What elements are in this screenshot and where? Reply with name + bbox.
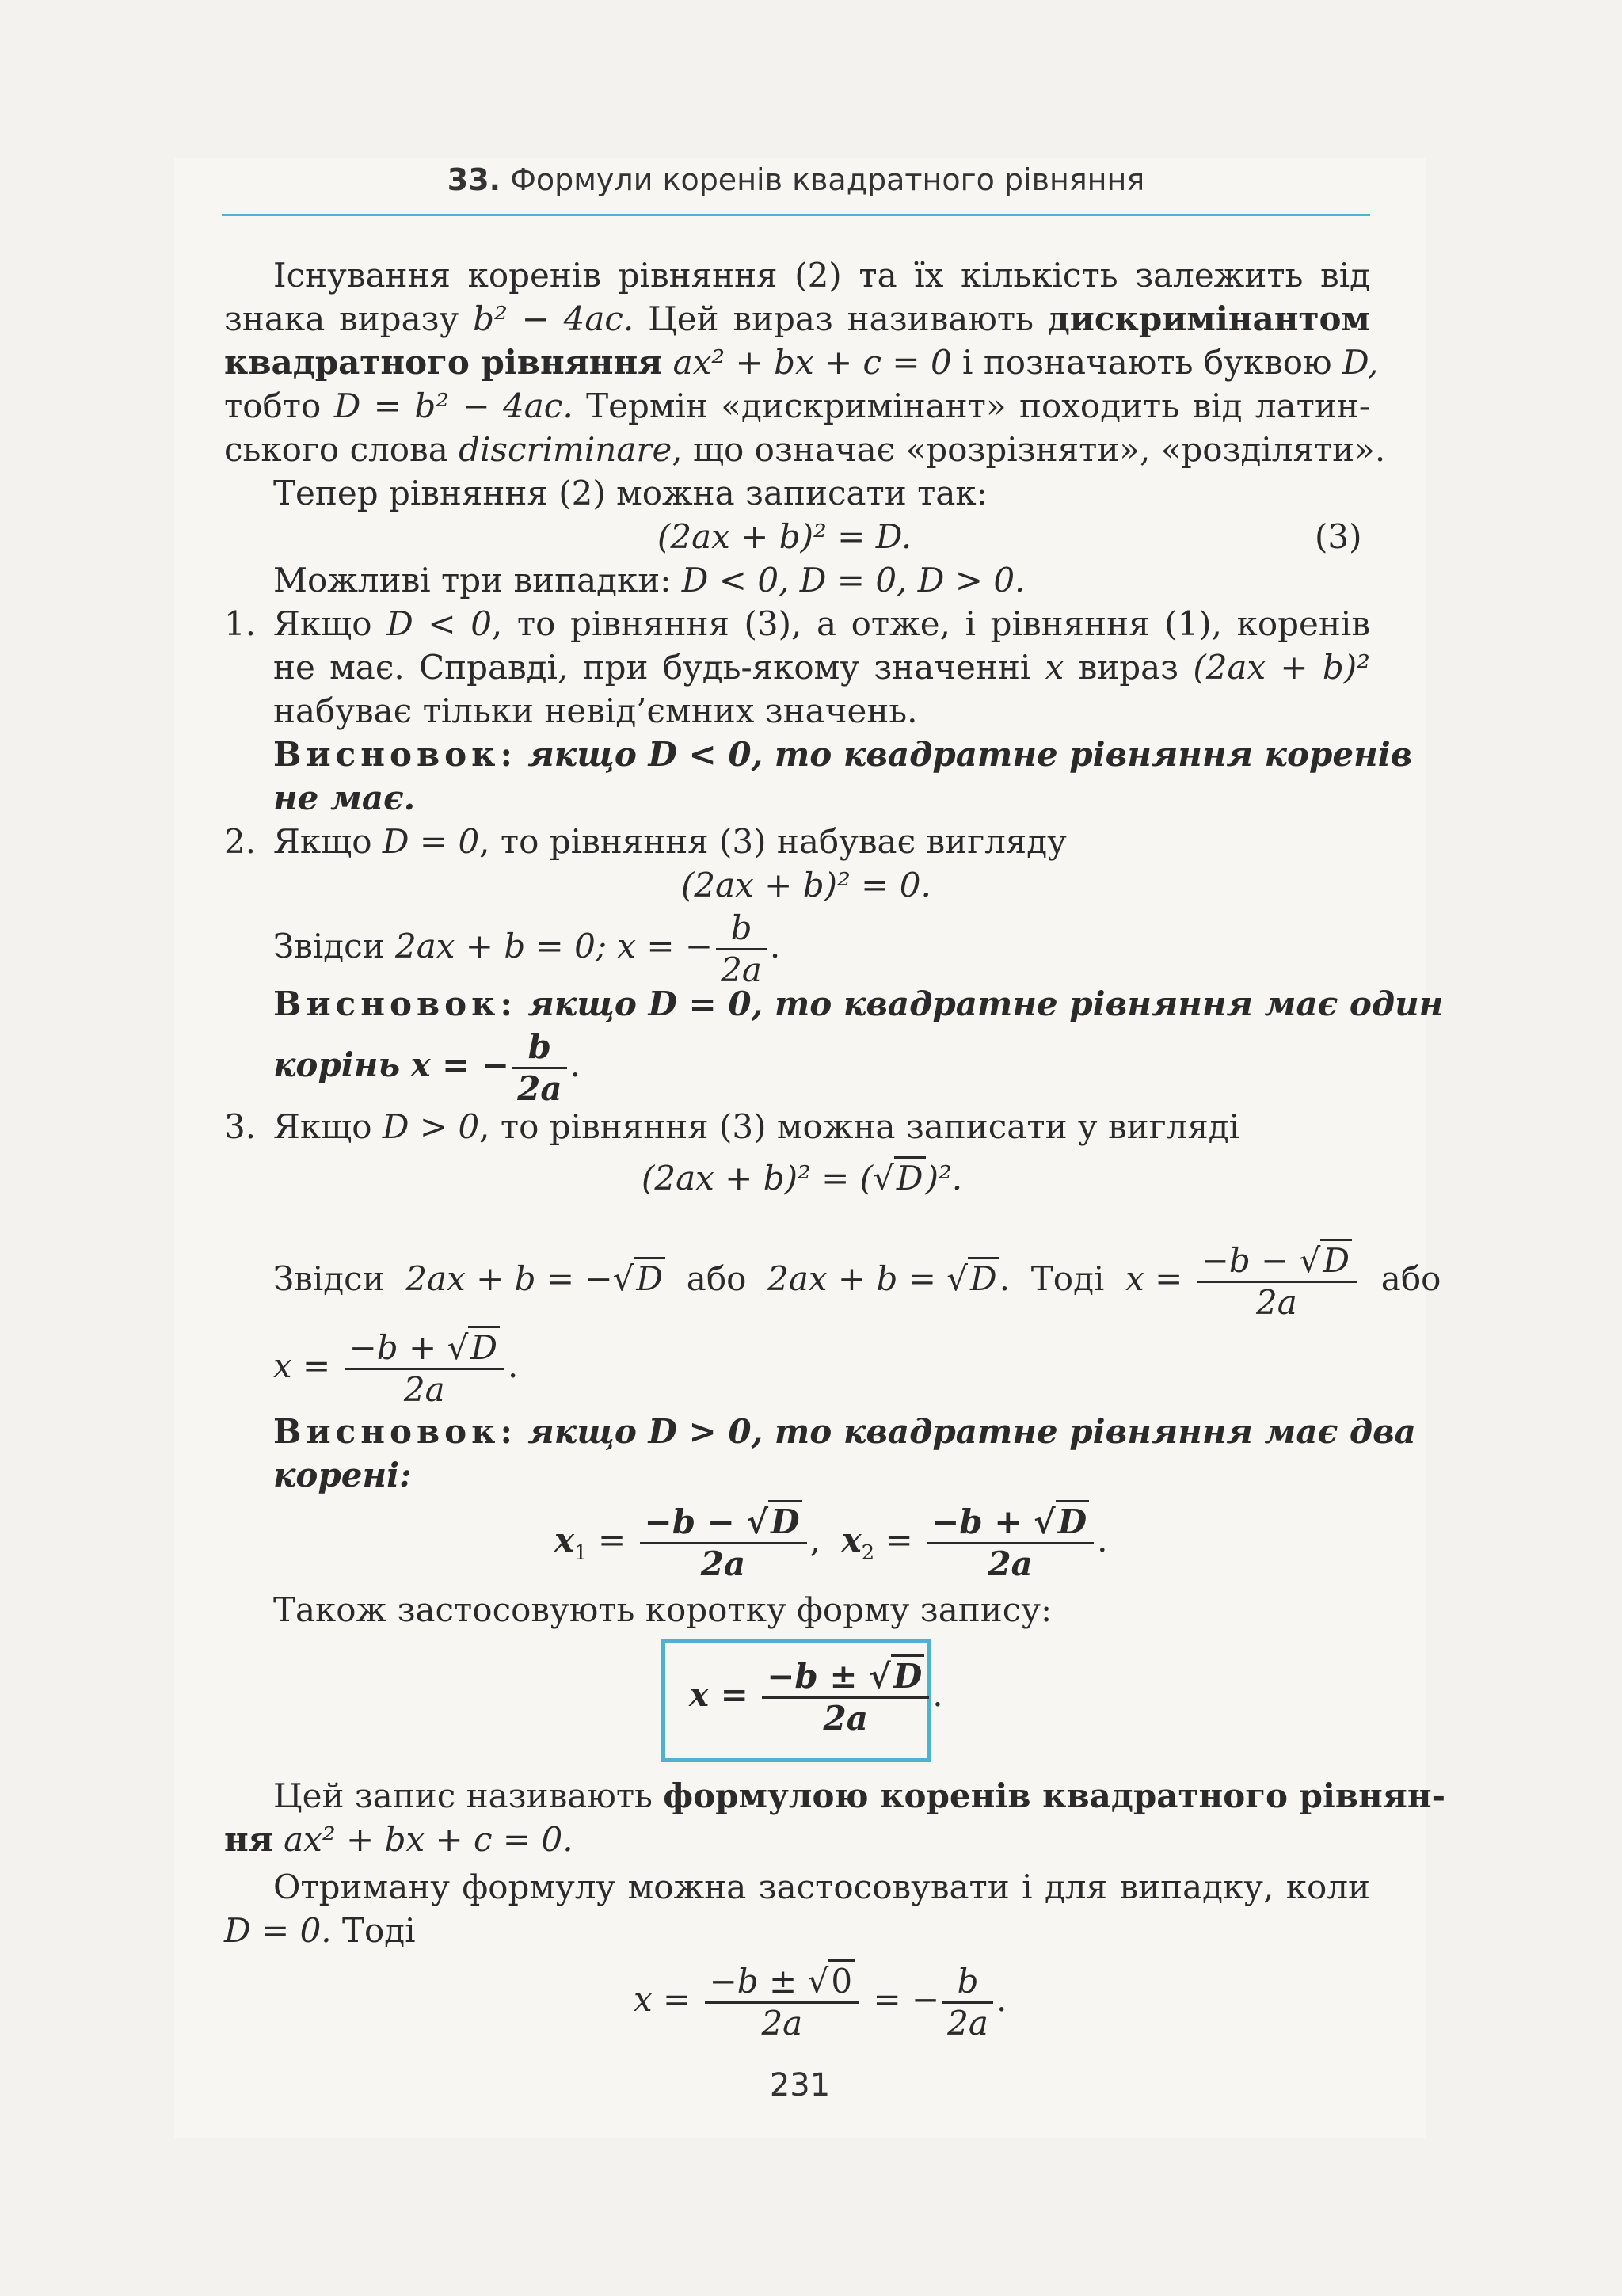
radicand: D [891,1654,924,1696]
formula: D = 0. [224,1911,332,1950]
denominator: 2a [761,2003,803,2043]
formula: x = [1125,1259,1183,1298]
fraction [512,1027,566,1109]
conclusion-text: корінь [273,1045,401,1084]
para2 [273,471,988,516]
sqrt: √D [1034,1502,1089,1542]
list-number: 1. [224,604,257,643]
text: тобто [224,386,322,425]
denominator: 2a [1255,1282,1297,1322]
formula: x = [273,1346,331,1385]
text: Якщо [273,822,372,861]
radicand: D [634,1257,665,1298]
list-number: 3. [224,1107,257,1146]
page-number: 231 [769,2067,831,2104]
text: Звідси [273,927,385,965]
conclusion-text: якщо D = 0, то квадратне рівняння має один [527,984,1444,1023]
text: і позначають буквою [962,343,1332,382]
text: Звідси [273,1259,385,1298]
denominator: 2a [517,1068,562,1108]
formula: )². [925,1159,963,1197]
sqrt: √D [873,1156,925,1201]
formula: −b + [931,1502,1034,1541]
case3-line4: x = $\frac{-b + √D}{2a}$ . [273,1323,518,1410]
text: або [1380,1259,1441,1298]
para4 [273,1588,1052,1632]
case1-line1 [273,602,1370,646]
general-formula: x = $\frac{-b \pm √D}{2a}$ . [689,1651,943,1738]
case1-number [224,602,256,646]
header-rule [222,214,1370,216]
denominator: 2a [947,2003,988,2043]
sqrt: √D [613,1236,665,1323]
conclusion-text: корені: [273,1456,412,1494]
para3 [273,558,1025,603]
numerator: b [716,908,767,950]
section-number: 33. [447,162,501,197]
denominator: 2a [721,950,762,989]
formula: 2ax + b = − [406,1259,613,1298]
fraction [345,1328,504,1410]
case2-line1 [273,820,1067,864]
numerator [1197,1241,1357,1283]
fraction [716,908,767,990]
denominator: 2a [823,1698,868,1738]
formula: (2ax + b)² [1193,648,1371,687]
case1-line3 [273,689,918,733]
equation-3-label [1315,515,1362,559]
conclusion-label: Висновок: [273,984,518,1023]
denominator: 2a [988,1544,1033,1583]
section-title: Формули коренів квадратного рівняння [510,162,1145,197]
fraction [927,1502,1094,1584]
latin-word: discriminare [459,430,672,469]
case2-line3: Звідси 2ax + b = 0; x = − $\frac{b}{2a}$ . [273,908,781,989]
formula: (2ax + b)² = D. [657,517,912,556]
term-bold: квадратного рівняння [224,343,663,382]
case3-line1 [273,1105,1239,1149]
radicand: D [1056,1500,1089,1541]
term-bold: ня [224,1820,273,1859]
subscript: 1 [574,1541,588,1565]
equation-3 [657,515,912,559]
formula: ax² + bx + c = 0 [672,343,952,382]
formula: D < 0, D = 0, D > 0. [681,561,1026,600]
para6-line1 [273,1865,1370,1910]
formula: D < 0 [386,604,492,643]
conclusion-label: Висновок: [273,1412,518,1451]
case1-conclusion-line2 [273,776,415,821]
formula: x = [634,1980,691,2019]
text: набуває тільки невід’ємних значень. [273,691,918,730]
radicand: D [968,1257,999,1298]
text: Якщо [273,604,372,643]
formula: ax² + bx + c = 0. [284,1820,573,1859]
subscript: 2 [861,1541,875,1565]
text: Тоді [342,1911,416,1950]
formula: −b ± [709,1961,808,2001]
conclusion-text: не має. [273,779,416,817]
text: , то рівняння (3) можна записати у вигляді [479,1107,1240,1146]
fraction [942,1962,993,2043]
formula: x = [689,1675,748,1714]
para6-line2 [224,1909,416,1953]
sqrt: √D [869,1657,924,1696]
text: Тоді [1030,1259,1105,1298]
sqrt: √D [747,1502,802,1542]
sqrt: √D [946,1236,999,1323]
formula: −b − [1201,1240,1300,1280]
running-header [222,162,1370,197]
formula: b² − 4ac. [473,299,634,338]
text: , то рівняння (3) набуває вигляду [479,822,1067,861]
text: Отриману формулу можна застосовувати і для випадку, коли [273,1868,1370,1906]
text: Цей запис називають [273,1776,653,1815]
case2-number [224,820,256,864]
formula: x [841,1521,862,1559]
case3-line3: Звідси 2ax + b = −√D або 2ax + b = √D. Тоді x = $\frac{-b - √D}{2a}$ або [273,1236,1441,1323]
numerator [640,1502,807,1544]
case3-number [224,1105,256,1149]
text: , що означає «розрізняти», «розділяти». [672,430,1386,469]
sqrt: √0 [808,1962,855,2001]
term-bold: формулою коренів квадратного рівнян- [663,1776,1446,1815]
text: ського слова [224,430,448,469]
case2-equation [681,863,931,908]
formula: = − [873,1980,940,2019]
case1-line2 [273,645,1370,690]
formula: D > 0 [382,1107,480,1146]
conclusion-label: Висновок: [273,735,518,774]
text: Тепер рівняння (2) можна записати так: [273,474,988,512]
formula: x = − [617,927,714,965]
formula: −b ± [767,1656,870,1696]
formula: x [554,1521,575,1559]
case3-conclusion-line2 [273,1453,412,1498]
text: Цей вираз називають [648,299,1034,338]
para1-line1 [273,253,1370,298]
formula: 2ax + b = 0; [394,927,607,965]
formula: −b + [348,1327,447,1367]
text: або [686,1259,747,1298]
radicand: D [768,1500,801,1541]
radicand: 0 [828,1959,855,2001]
formula: (2ax + b)² = ( [642,1159,874,1197]
text: Також застосовують коротку форму запису: [273,1590,1053,1629]
sqrt: √D [1300,1241,1352,1281]
radicand: D [468,1326,500,1367]
formula: 2ax + b = [767,1259,947,1298]
numerator [705,1962,859,2004]
formula: −b − [644,1502,747,1541]
text: , то рівняння (3), а отже, і рівняння (1), коренів [491,604,1370,643]
zero-discriminant-formula: x = $\frac{-b \pm √0}{2a}$ = − $\frac{b}{2a}$ . [634,1956,1007,2043]
fraction [705,1962,859,2043]
sqrt: √D [447,1328,500,1368]
text: Термін «дискримінант» походить від латин- [586,386,1370,425]
case2-conclusion-line2: корінь x = − $\frac{b}{2a}$ . [273,1026,581,1108]
term-bold: дискримінантом [1047,299,1371,338]
formula: D = b² − 4ac. [333,386,573,425]
radicand: D [894,1156,926,1197]
numerator [762,1657,929,1699]
numerator [345,1328,504,1370]
equation-number: (3) [1315,517,1362,556]
conclusion-text: якщо D > 0, то квадратне рівняння має два [527,1412,1416,1451]
para1-line2 [224,297,1370,341]
text: Якщо [273,1107,372,1146]
case3-conclusion-line1 [273,1410,1416,1454]
formula: x [1045,648,1064,687]
para5-line1 [273,1774,1446,1818]
numerator: b [512,1027,566,1069]
text: вираз [1078,648,1179,687]
numerator [927,1502,1094,1544]
denominator: 2a [700,1544,746,1583]
formula: D, [1342,343,1379,382]
list-number: 2. [224,822,257,861]
text: Можливі три випадки: [273,561,672,600]
conclusion-text: якщо D < 0, то квадратне рівняння коренів [527,735,1413,774]
case2-conclusion-line1 [273,982,1444,1026]
fraction [640,1502,807,1584]
text: Існування коренів рівняння (2) та їх кількість залежить від [273,256,1370,295]
text: не має. Справді, при будь-якому значенні [273,648,1031,687]
roots-formula: $x_1$ = $\frac{-b - √D}{2a}$ , $x_2$ = $\frac{-b + √D}{2a}$ . [554,1497,1107,1584]
fraction [762,1657,929,1738]
case1-conclusion-line1 [273,733,1413,777]
para1-line5 [224,428,1385,472]
formula: (2ax + b)² = 0. [681,866,931,904]
numerator: b [942,1962,993,2004]
denominator: 2a [403,1369,445,1409]
text: знака виразу [224,299,459,338]
para1-line3 [224,341,1379,385]
fraction [1197,1241,1357,1323]
para5-line2 [224,1818,573,1862]
formula: x = − [410,1045,510,1084]
case3-equation [642,1156,962,1201]
formula: D = 0 [382,822,480,861]
radicand: D [1320,1239,1352,1280]
para1-line4 [224,384,1370,428]
